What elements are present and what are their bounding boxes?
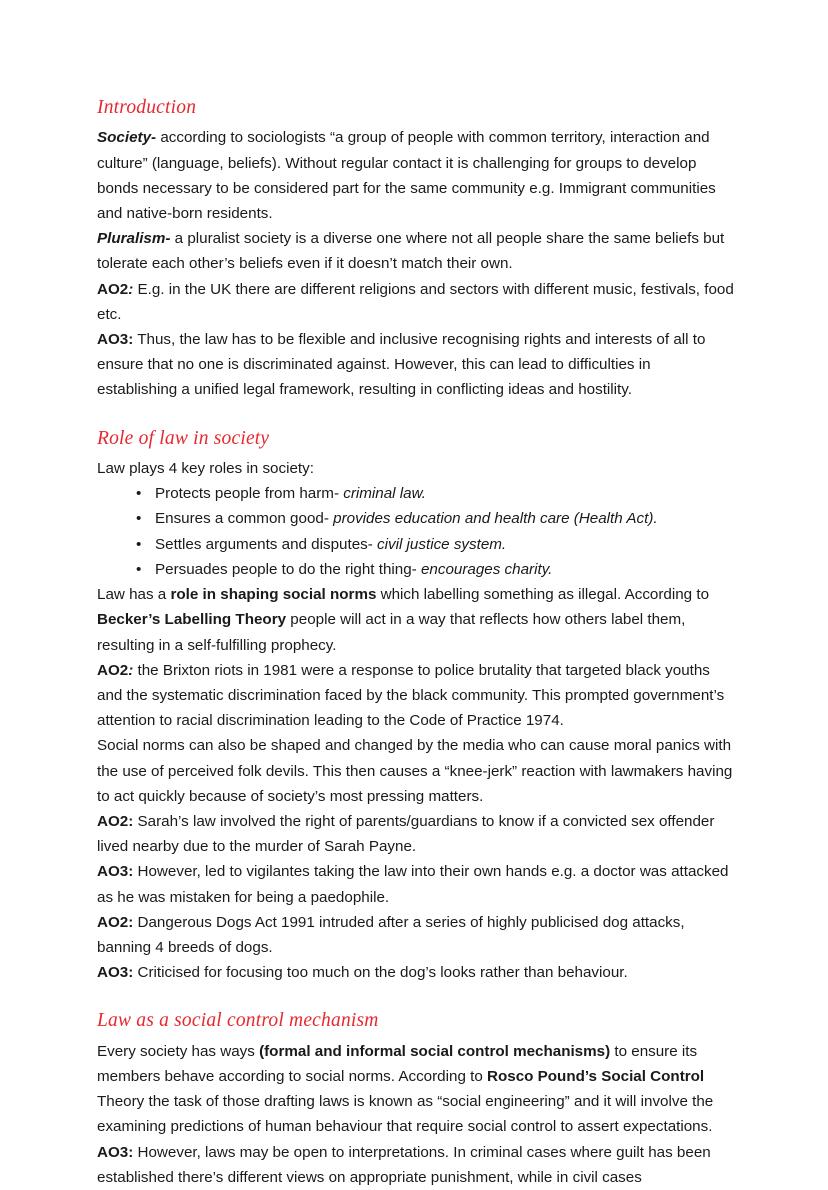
bullet-dot-icon: •: [136, 535, 142, 553]
text-run: AO2: [97, 661, 129, 679]
text-run: according to sociologists “a group of people with common territory, interaction and culture” (language, beliefs). Without regular contact it is challenging for groups to develop bonds necessary to be considered part for the same community e.g. Immigrant communities and native-born residents.: [97, 129, 716, 223]
document-body: [97, 97, 734, 1190]
text-run: the Brixton riots in 1981 were a response to police brutality that targeted black youths and the systematic discrimination faced by the black community. This prompted government’s attention to racial discrimination leading to the Code of Practice 1974.: [97, 661, 725, 730]
text-run: Dangerous Dogs Act 1991 intruded after a series of highly publicised dog attacks, banning 4 breeds of dogs.: [97, 913, 685, 956]
document-section: [97, 428, 734, 986]
paragraph: [97, 125, 734, 226]
text-run: Every society has ways: [97, 1042, 260, 1060]
text-run: Pluralism-: [97, 230, 171, 248]
list-item: [97, 481, 734, 506]
text-run: Law plays 4 key roles in society:: [97, 460, 314, 478]
paragraph: [97, 733, 734, 809]
text-run: Sarah’s law involved the right of parents/guardians to know if a convicted sex offender lived nearby due to the murder of Sarah Payne.: [97, 812, 715, 856]
text-run: Rosco Pound’s Social Control: [487, 1067, 705, 1085]
paragraph: [97, 582, 734, 658]
text-run: Criticised for focusing too much on the dog’s looks rather than behaviour.: [133, 964, 628, 982]
section-heading: Law as a social control mechanism: [97, 1010, 379, 1032]
section-heading: Role of law in society: [97, 427, 270, 449]
text-run: However, laws may be open to interpretations. In criminal cases where guilt has been established there’s different views on appropriate punishment, while in civil cases: [97, 1143, 711, 1186]
paragraph: [97, 960, 734, 985]
bullet-dot-icon: •: [136, 510, 142, 528]
list-item-text: [155, 485, 426, 502]
text-run: civil justice system.: [377, 535, 507, 553]
paragraph: [97, 277, 734, 327]
paragraph: [97, 327, 734, 403]
list-item-text: [155, 561, 552, 578]
text-run: Persuades people to do the right thing-: [155, 560, 421, 578]
list-item-text: [155, 536, 506, 553]
text-run: E.g. in the UK there are different religions and sectors with different music, festivals, food etc.: [97, 280, 734, 323]
text-run: provides education and health care (Health Act).: [333, 510, 658, 528]
text-run: AO2: [97, 280, 129, 298]
text-run: AO2:: [97, 812, 134, 830]
list-item: [97, 557, 734, 582]
bullet-list: [97, 481, 734, 582]
text-run: Theory the task of those drafting laws is known as “social engineering” and it will involve the examining predictions of human behaviour that require social control to assert expectations.: [97, 1093, 714, 1136]
text-run: criminal law.: [343, 485, 426, 503]
text-run: Society-: [97, 129, 157, 147]
text-run: a pluralist society is a diverse one where not all people share the same beliefs but tolerate each other’s beliefs even if it doesn’t match their own.: [97, 230, 725, 273]
bullet-dot-icon: •: [136, 485, 142, 503]
text-run: Law has a: [97, 586, 171, 604]
text-run: (formal and informal social control mechanisms): [259, 1042, 611, 1060]
text-run: Protects people from harm-: [155, 485, 344, 503]
text-run: Settles arguments and disputes-: [155, 535, 378, 553]
text-run: Thus, the law has to be flexible and inclusive recognising rights and interests of all to ensure that no one is discriminated against. However, this can lead to difficulties in establishing a unified legal framework, resulting in conflicting ideas and hostility.: [97, 331, 706, 399]
list-item: [97, 532, 734, 557]
paragraph: [97, 1039, 734, 1140]
text-run: AO3:: [97, 863, 134, 881]
text-run: AO3:: [97, 331, 134, 349]
bullet-dot-icon: •: [136, 560, 142, 578]
text-run: Social norms can also be shaped and changed by the media who can cause moral panics with the use of perceived folk devils. This then causes a “knee-jerk” reaction with lawmakers having to act quickly because of society’s most pressing matters.: [97, 737, 733, 805]
text-run: AO3:: [97, 1143, 134, 1161]
paragraph: [97, 1140, 734, 1190]
text-run: AO3:: [97, 964, 134, 982]
text-run: AO2:: [97, 913, 134, 931]
text-run: :: [128, 280, 134, 298]
text-run: Becker’s Labelling Theory: [97, 611, 287, 629]
document-section: [97, 97, 734, 403]
paragraph: [97, 226, 734, 276]
text-run: to ensure its members behave according to social norms. According to: [97, 1042, 698, 1085]
section-heading: Introduction: [97, 97, 197, 118]
text-run: people will act in a way that reflects how others label them, resulting in a self-fulfilling prophecy.: [97, 611, 686, 654]
list-item-text: [155, 510, 658, 527]
text-run: which labelling something as illegal. According to: [376, 586, 710, 604]
text-run: encourages charity.: [420, 560, 553, 578]
paragraph: [97, 456, 734, 481]
paragraph: [97, 658, 734, 734]
document-section: [97, 1010, 734, 1190]
paragraph: [97, 910, 734, 960]
text-run: However, led to vigilantes taking the law into their own hands e.g. a doctor was attacked as he was mistaken for being a paedophile.: [97, 863, 729, 906]
paragraph: [97, 859, 734, 909]
paragraph: [97, 809, 734, 859]
text-run: :: [128, 661, 134, 679]
text-run: role in shaping social norms: [170, 586, 377, 604]
text-run: Ensures a common good-: [155, 510, 334, 528]
list-item: [97, 506, 734, 531]
